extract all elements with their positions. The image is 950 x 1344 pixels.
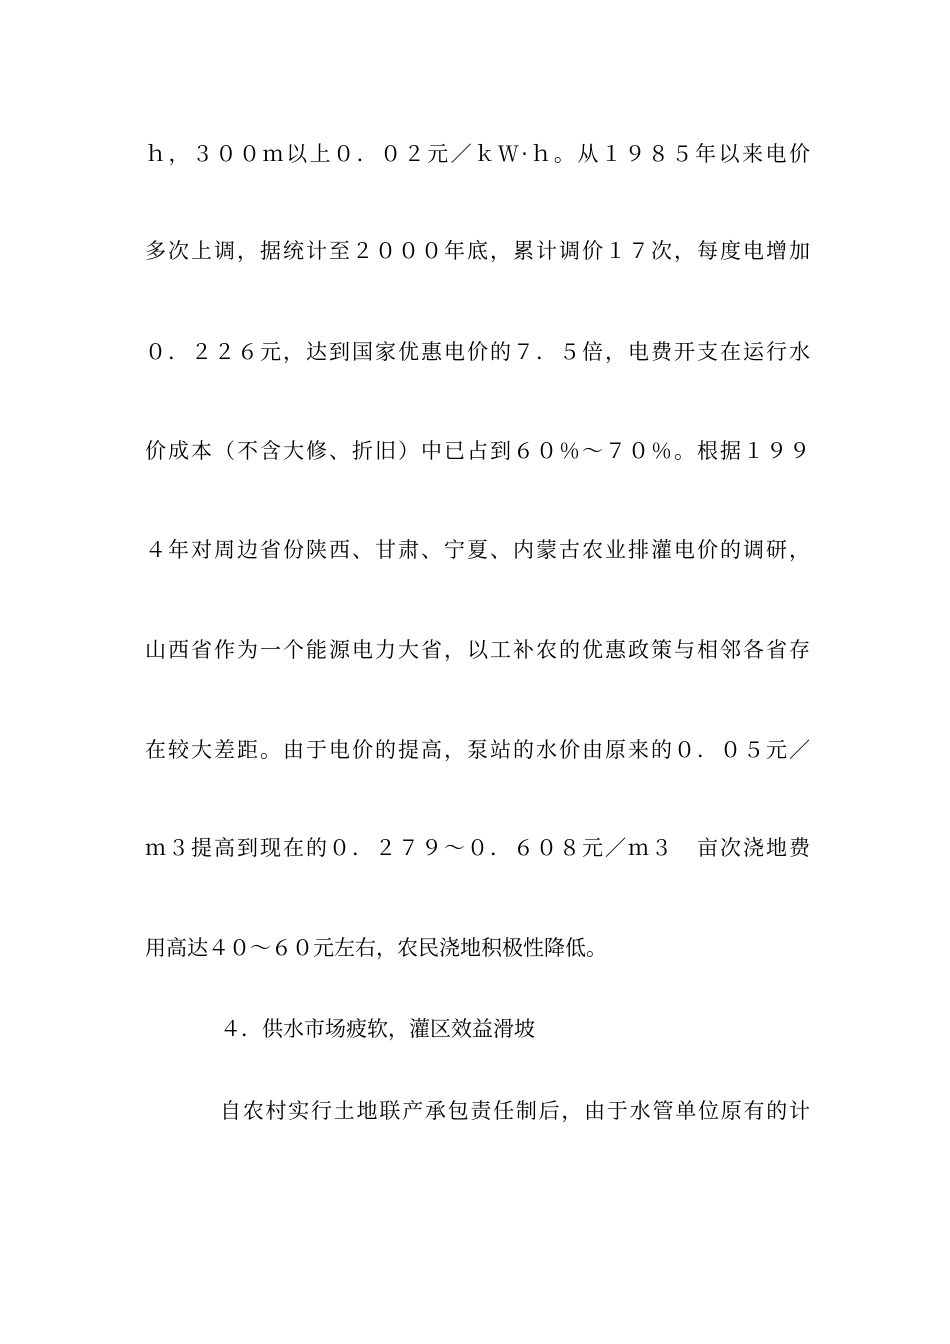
paragraph-line-8: ｍ３提高到现在的０．２７９～０．６０８元／ｍ３ 亩次浇地费 (145, 836, 810, 860)
paragraph-line-9: 用高达４０～６０元左右，农民浇地积极性降低。 (145, 936, 607, 960)
paragraph-line-6: 山西省作为一个能源电力大省，以工补农的优惠政策与相邻各省存 (145, 638, 810, 662)
paragraph-line-5: ４年对周边省份陕西、甘肃、宁夏、内蒙古农业排灌电价的调研， (145, 538, 810, 562)
paragraph-line-7: 在较大差距。由于电价的提高，泵站的水价由原来的０．０５元／ (145, 738, 810, 762)
paragraph-line-2: 多次上调，据统计至２０００年底，累计调价１７次，每度电增加 (145, 239, 810, 263)
section-heading: ４．供水市场疲软，灌区效益滑坡 (220, 1017, 535, 1041)
paragraph2-line-1: 自农村实行土地联产承包责任制后，由于水管单位原有的计 (220, 1099, 810, 1123)
paragraph-line-3: ０．２２６元，达到国家优惠电价的７．５倍，电费开支在运行水 (145, 340, 810, 364)
paragraph-line-1: ｈ，３００ｍ以上０．０２元／ｋＷ·ｈ。从１９８５年以来电价 (145, 142, 810, 166)
paragraph-line-4: 价成本（不含大修、折旧）中已占到６０％～７０％。根据１９９ (145, 439, 810, 463)
